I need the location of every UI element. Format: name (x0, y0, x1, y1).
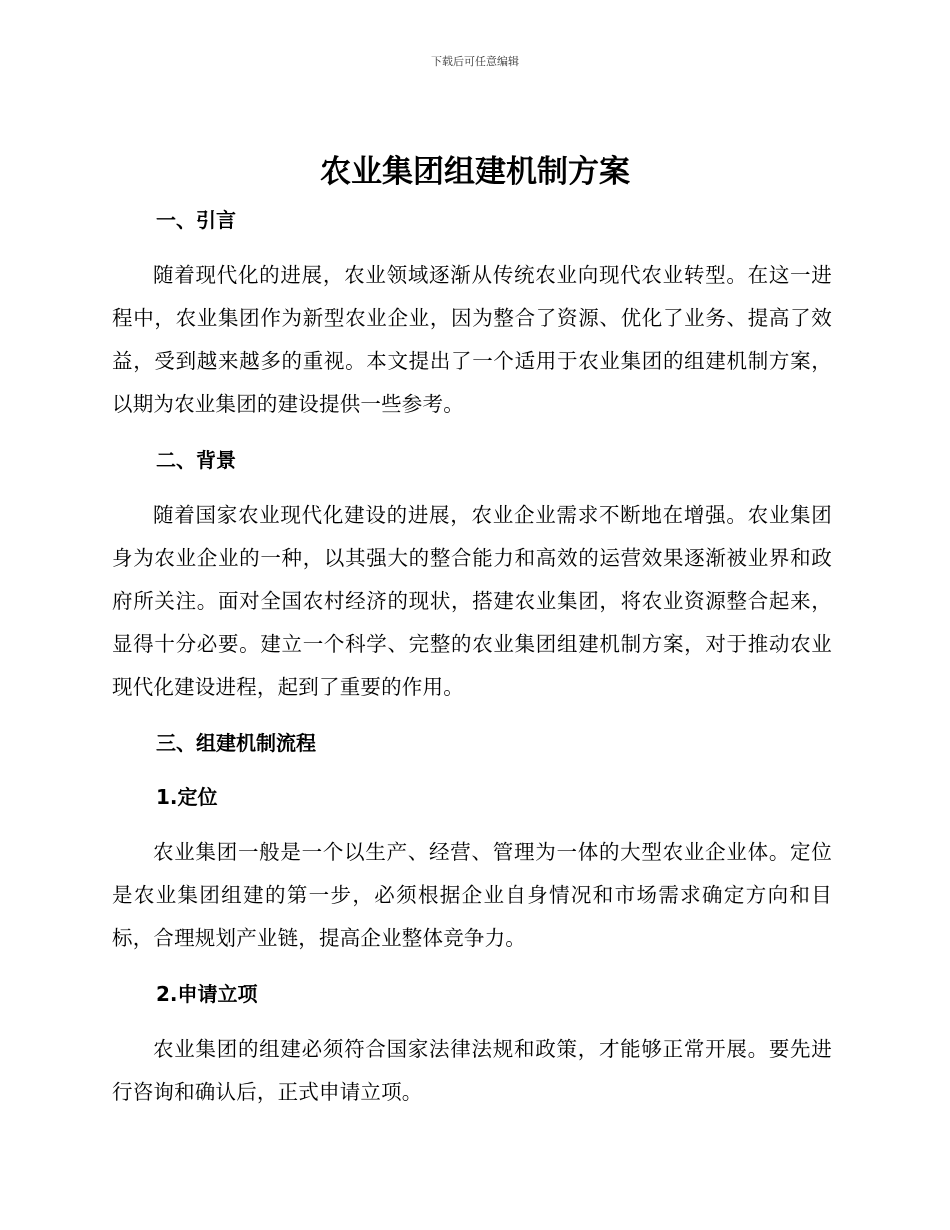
section-paragraph-introduction: 随着现代化的进展，农业领域逐渐从传统农业向现代农业转型。在这一进程中，农业集团作为新型农业企业，因为整合了资源、优化了业务、提高了效益，受到越来越多的重视。本文提出了一个适用于农业集团的组建机制方案，以期为农业集团的建设提供一些参考。 (112, 263, 832, 416)
section-heading-process: 三、组建机制流程 (156, 731, 316, 755)
document-body (112, 200, 832, 1114)
subsection-paragraph-application: 农业集团的组建必须符合国家法律法规和政策，才能够正常开展。要先进行咨询和确认后，正式申请立项。 (112, 1037, 832, 1104)
section-paragraph-background: 随着国家农业现代化建设的进展，农业企业需求不断地在增强。农业集团身为农业企业的一种，以其强大的整合能力和高效的运营效果逐渐被业界和政府所关注。面对全国农村经济的现状，搭建农业集团，将农业资源整合起来，显得十分必要。建立一个科学、完整的农业集团组建机制方案，对于推动农业现代化建设进程，起到了重要的作用。 (112, 503, 832, 699)
section-heading-background: 二、背景 (156, 448, 236, 472)
document-title: 农业集团组建机制方案 (320, 154, 630, 190)
header-note: 下载后可任意编辑 (431, 55, 519, 68)
subsection-heading-application: 2.申请立项 (156, 982, 258, 1006)
section-heading-introduction: 一、引言 (156, 208, 236, 232)
subsection-heading-positioning: 1.定位 (156, 785, 218, 809)
subsection-paragraph-positioning: 农业集团一般是一个以生产、经营、管理为一体的大型农业企业体。定位是农业集团组建的第一步，必须根据企业自身情况和市场需求确定方向和目标，合理规划产业链，提高企业整体竞争力。 (112, 840, 832, 950)
